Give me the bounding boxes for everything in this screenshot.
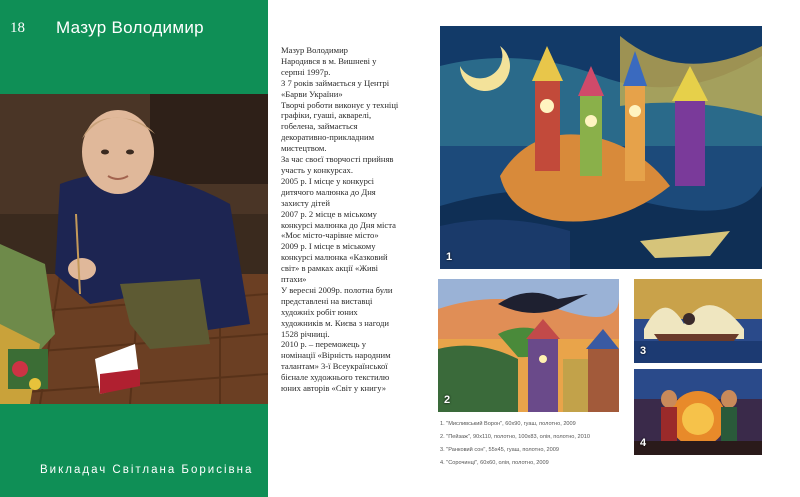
artwork-3-landscape-painting xyxy=(634,279,762,363)
page-number: 18 xyxy=(10,20,25,36)
teacher-credit: Викладач Світлана Борисівна xyxy=(40,464,254,476)
artwork-number: 3 xyxy=(640,345,647,357)
bio-paragraph: Творчі роботи виконує у техніці графіки, гуаші, акварелі, гобелена, займається декоративно-прикладним мистецтвом. xyxy=(281,99,399,154)
bio-paragraph: 2005 р. I місце у конкурсі дитячого малюнка до Дня захисту дітей xyxy=(281,175,376,208)
artist-name-heading: Мазур Володимир xyxy=(56,18,204,37)
biography-text xyxy=(281,45,399,394)
artwork-number: 4 xyxy=(640,437,647,449)
bio-paragraph: Мазур Володимир xyxy=(281,45,348,55)
bio-paragraph: За час своєї творчості прийняв участь у конкурсах. xyxy=(281,154,394,175)
bio-paragraph: 2010 р. – переможець у номінації «Вірність народним талантам» 3-ї Всеукраїнської бієнале художнього текстилю юних авторів «Світ у книгу» xyxy=(281,339,391,394)
artwork-number: 2 xyxy=(444,394,451,406)
caption-2: 2. "Пейзаж", 90х110, полотно, 100х83, олія, полотно, 2010 xyxy=(440,434,590,440)
artwork-4-figures-painting xyxy=(634,369,762,455)
artwork-number: 1 xyxy=(446,251,453,263)
bio-paragraph: Народився в м. Вишневі у серпні 1997р. xyxy=(281,55,377,77)
bio-paragraph: 2009 р. I місце в міському конкурсі малюнка «Казковий світ» в рамках акції «Живі птахи» xyxy=(281,241,388,285)
bio-paragraph: 2007 р. 2 місце в міському конкурсі малюнка до Дня міста «Моє місто-чарівне місто» xyxy=(281,208,396,241)
artwork-1-castle-painting xyxy=(440,26,762,269)
caption-4: 4. "Сорочинці", 60х60, олія, полотно, 2009 xyxy=(440,460,549,466)
caption-1: 1. "Мисливський Ворон", 60х90, гуаш, полотно, 2009 xyxy=(440,421,576,427)
left-green-panel xyxy=(0,0,268,497)
caption-3: 3. "Ранковий сон", 55х45, гуаш, полотно, 2009 xyxy=(440,447,559,453)
artwork-captions xyxy=(440,421,630,473)
artist-portrait-photo xyxy=(0,94,268,404)
bio-paragraph: У вересні 2009р. полотна були представлені на виставці художніх робіт юних художників м. Києва з нагоди 1528 річниці. xyxy=(281,284,393,339)
bio-paragraph: З 7 років займається у Центрі «Барви України» xyxy=(281,77,390,99)
artwork-2-crow-painting xyxy=(438,279,619,412)
